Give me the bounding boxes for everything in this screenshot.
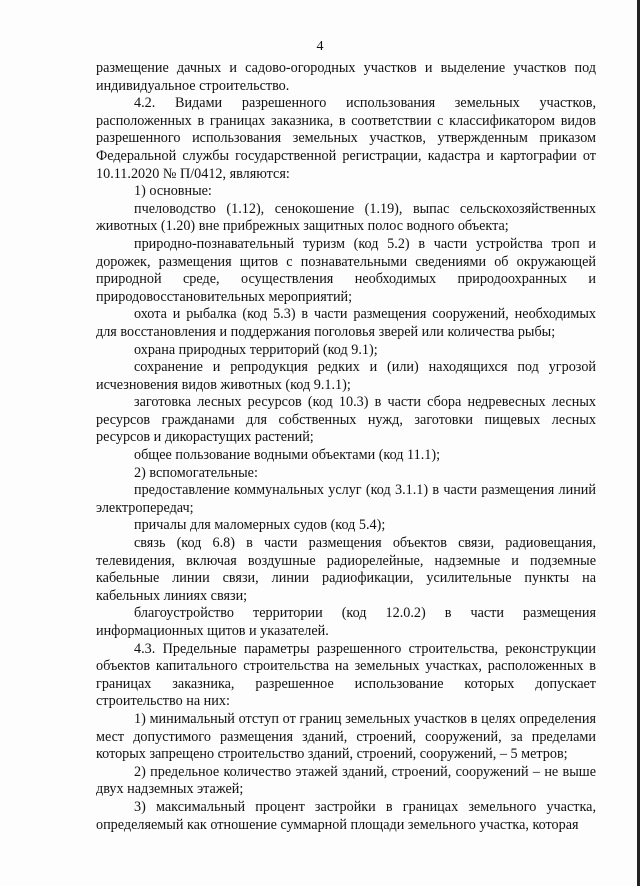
paragraph: сохранение и репродукция редких и (или) находящихся под угрозой исчезновения видов животных (код 9.1.1);	[96, 359, 596, 393]
paragraph: причалы для маломерных судов (код 5.4);	[134, 517, 386, 534]
paragraph: 1) минимальный отступ от границ земельных участков в целях определения мест допустимого размещения зданий, строений, сооружений, за пределами которых запрещено строительство зданий, строений, сооружений, – 5 метров;	[96, 710, 596, 763]
paragraph: охота и рыбалка (код 5.3) в части размещения сооружений, необходимых для восстановления и поддержания поголовья зверей или количества рыбы;	[96, 306, 596, 340]
paragraph: 2) вспомогательные:	[134, 464, 258, 481]
paragraph: общее пользование водными объектами (код 11.1);	[134, 447, 441, 464]
paragraph: заготовка лесных ресурсов (код 10.3) в части сбора недревесных лесных ресурсов гражданами для собственных нужд, заготовки пищевых лесных ресурсов и дикорастущих растений;	[96, 394, 596, 446]
paragraph: предоставление коммунальных услуг (код 3.1.1) в части размещения линий электропередач;	[96, 482, 596, 516]
paragraph: 1) основные:	[134, 183, 212, 200]
paragraph: 2) предельное количество этажей зданий, строений, сооружений – не выше двух надземных этажей;	[96, 763, 596, 798]
paragraph: 3) максимальный процент застройки в границах земельного участка, определяемый как отношение суммарной площади земельного участка, которая	[96, 798, 596, 833]
document-body	[96, 60, 596, 834]
page-number: 4	[316, 39, 324, 54]
paragraph: 4.2. Видами разрешенного использования земельных участков, расположенных в границах заказника, в соответствии с классификатором видов разрешенного использования земельных участков, утвержденным приказом Федеральной службы государственной регистрации, кадастра и картографии от 10.11.2020 № П/0412, являются:	[96, 95, 596, 182]
paragraph: размещение дачных и садово-огородных участков и выделение участков под индивидуальное строительство.	[96, 60, 596, 94]
paragraph: охрана природных территорий (код 9.1);	[134, 341, 378, 358]
paragraph: 4.3. Предельные параметры разрешенного строительства, реконструкции объектов капитального строительства на земельных участках, расположенных в границах заказника, разрешенное использование которых допускает строительство на них:	[96, 640, 596, 710]
paragraph: природно-познавательный туризм (код 5.2) в части устройства троп и дорожек, размещения щитов с познавательными сведениями об окружающей природной среде, осуществления необходимых природоохранных и природовосстановительных мероприятий;	[96, 235, 596, 305]
paragraph: связь (код 6.8) в части размещения объектов связи, радиовещания, телевидения, включая воздушные радиорелейные, надземные и подземные кабельные линии связи, линии радиофикации, усилительные пункты на кабельных линиях связи;	[96, 535, 596, 604]
paragraph: благоустройство территории (код 12.0.2) в части размещения информационных щитов и указателей.	[96, 605, 596, 639]
paragraph: пчеловодство (1.12), сенокошение (1.19), выпас сельскохозяйственных животных (1.20) вне прибрежных защитных полос водного объекта;	[96, 200, 596, 235]
